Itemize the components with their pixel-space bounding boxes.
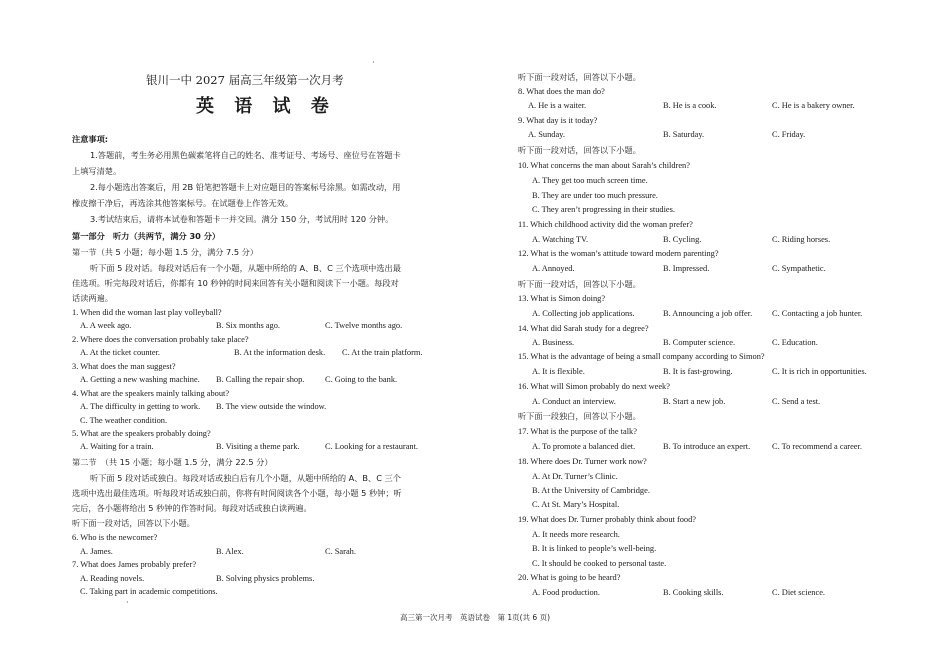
- q16-option-b: B. Start a new job.: [663, 397, 726, 406]
- q2-option-c: C. At the train platform.: [342, 348, 423, 357]
- q18-option-a: A. At Dr. Turner’s Clinic.: [532, 472, 618, 481]
- q17-option-a: A. To promote a balanced diet.: [532, 442, 636, 451]
- q1-option-b: B. Six months ago.: [216, 321, 280, 330]
- dialog-instruction: 听下面一段对话，回答以下小题。: [518, 72, 641, 82]
- q2-option-b: B. At the information desk.: [234, 348, 326, 357]
- dialog-instruction: 听下面一段对话，回答以下小题。: [518, 145, 641, 155]
- section2-directions-a: 听下面 5 段对话或独白。每段对话或独白后有几个小题，从题中所给的 A、B、C 三个: [90, 473, 401, 483]
- q18-option-b: B. At the University of Cambridge.: [532, 486, 650, 495]
- question-20: 20. What is going to be heard?: [518, 573, 621, 582]
- section1-heading: 第一节（共 5 小题；每小题 1.5 分，满分 7.5 分）: [72, 247, 259, 257]
- q19-option-a: A. It needs more research.: [532, 530, 620, 539]
- q9-option-a: A. Sunday.: [528, 130, 565, 139]
- q8-option-c: C. He is a bakery owner.: [772, 101, 855, 110]
- dialog-instruction: 听下面一段对话，回答以下小题。: [518, 279, 641, 289]
- q13-option-a: A. Collecting job applications.: [532, 309, 635, 318]
- q20-option-a: A. Food production.: [532, 588, 600, 597]
- question-9: 9. What day is it today?: [518, 116, 598, 125]
- q16-option-c: C. Send a test.: [772, 397, 821, 406]
- question-5: 5. What are the speakers probably doing?: [72, 429, 211, 438]
- question-11: 11. Which childhood activity did the woman prefer?: [518, 220, 693, 229]
- q20-option-b: B. Cooking skills.: [663, 588, 724, 597]
- q4-option-c: C. The weather condition.: [80, 416, 168, 425]
- question-4: 4. What are the speakers mainly talking about?: [72, 389, 230, 398]
- q3-option-b: B. Calling the repair shop.: [216, 375, 305, 384]
- q8-option-a: A. He is a waiter.: [528, 101, 587, 110]
- q11-option-a: A. Watching TV.: [532, 235, 589, 244]
- part1-heading: 第一部分 听力（共两节，满分 30 分）: [72, 231, 221, 241]
- q15-option-a: A. It is flexible.: [532, 367, 585, 376]
- q4-option-b: B. The view outside the window.: [216, 402, 327, 411]
- note-2b: 橡皮擦干净后，再选涂其他答案标号。在试题卷上作答无效。: [72, 198, 294, 208]
- section2-heading: 第二节 （共 15 小题；每小题 1.5 分，满分 22.5 分）: [72, 457, 273, 467]
- q9-option-c: C. Friday.: [772, 130, 806, 139]
- q6-option-a: A. James.: [80, 547, 113, 556]
- school-exam-line: 银川一中 2027 届高三年级第一次月考: [146, 73, 344, 87]
- section2-directions-b: 选项中选出最佳选项。听每段对话或独白前，你将有时间阅读各个小题，每小题 5 秒钟；听: [72, 488, 402, 498]
- q7-option-c: C. Taking part in academic competitions.: [80, 587, 218, 596]
- q13-option-c: C. Contacting a job hunter.: [772, 309, 863, 318]
- question-7: 7. What does James probably prefer?: [72, 560, 197, 569]
- section1-directions-a: 听下面 5 段对话。每段对话后有一个小题，从题中所给的 A、B、C 三个选项中选出最: [90, 263, 401, 273]
- q8-option-b: B. He is a cook.: [663, 101, 717, 110]
- q10-option-a: A. They get too much screen time.: [532, 176, 648, 185]
- q12-option-c: C. Sympathetic.: [772, 264, 826, 273]
- q15-option-b: B. It is fast-growing.: [663, 367, 733, 376]
- q3-option-a: A. Getting a new washing machine.: [80, 375, 200, 384]
- question-19: 19. What does Dr. Turner probably think about food?: [518, 515, 697, 524]
- monologue-instruction: 听下面一段独白，回答以下小题。: [518, 411, 641, 421]
- q4-option-a: A. The difficulty in getting to work.: [80, 402, 201, 411]
- q1-option-a: A. A week ago.: [80, 321, 132, 330]
- q15-option-c: C. It is rich in opportunities.: [772, 367, 867, 376]
- q13-option-b: B. Announcing a job offer.: [663, 309, 753, 318]
- q20-option-c: C. Diet science.: [772, 588, 826, 597]
- question-12: 12. What is the woman’s attitude toward modern parenting?: [518, 249, 719, 258]
- notes-heading: 注意事项:: [72, 134, 109, 144]
- section1-directions-c: 话读两遍。: [72, 293, 113, 303]
- note-3: 3.考试结束后，请将本试卷和答题卡一并交回。满分 150 分，考试用时 120 分钟。: [90, 214, 394, 224]
- section2-directions-c: 完后，各小题将给出 5 秒钟的作答时间。每段对话或独白读两遍。: [72, 503, 312, 513]
- question-1: 1. When did the woman last play volleyball?: [72, 308, 222, 317]
- q18-option-c: C. At St. Mary’s Hospital.: [532, 500, 620, 509]
- q5-option-a: A. Waiting for a train.: [80, 442, 154, 451]
- question-16: 16. What will Simon probably do next week?: [518, 382, 670, 391]
- note-1b: 上填写清楚。: [72, 166, 122, 176]
- question-3: 3. What does the man suggest?: [72, 362, 176, 371]
- scan-dot: ·: [126, 598, 129, 607]
- q7-option-b: B. Solving physics problems.: [216, 574, 315, 583]
- q1-option-c: C. Twelve months ago.: [325, 321, 403, 330]
- q16-option-a: A. Conduct an interview.: [532, 397, 616, 406]
- question-8: 8. What does the man do?: [518, 87, 605, 96]
- question-2: 2. Where does the conversation probably take place?: [72, 335, 249, 344]
- q10-option-b: B. They are under too much pressure.: [532, 191, 658, 200]
- q14-option-b: B. Computer science.: [663, 338, 736, 347]
- q19-option-c: C. It should be cooked to personal taste.: [532, 559, 667, 568]
- question-6: 6. Who is the newcomer?: [72, 533, 158, 542]
- q10-option-c: C. They aren’t progressing in their studies.: [532, 205, 675, 214]
- q5-option-b: B. Visiting a theme park.: [216, 442, 300, 451]
- q5-option-c: C. Looking for a restaurant.: [325, 442, 419, 451]
- q6-option-c: C. Sarah.: [325, 547, 356, 556]
- question-13: 13. What is Simon doing?: [518, 294, 606, 303]
- q7-option-a: A. Reading novels.: [80, 574, 145, 583]
- question-15: 15. What is the advantage of being a small company according to Simon?: [518, 352, 765, 361]
- q12-option-a: A. Annoyed.: [532, 264, 575, 273]
- q6-option-b: B. Alex.: [216, 547, 244, 556]
- question-17: 17. What is the purpose of the talk?: [518, 427, 637, 436]
- exam-title: 英 语 试 卷: [196, 96, 336, 117]
- question-10: 10. What concerns the man about Sarah’s children?: [518, 161, 690, 170]
- q17-option-b: B. To introduce an expert.: [663, 442, 751, 451]
- q11-option-c: C. Riding horses.: [772, 235, 831, 244]
- q17-option-c: C. To recommend a career.: [772, 442, 862, 451]
- dialog-instruction: 听下面一段对话，回答以下小题。: [72, 518, 195, 528]
- section1-directions-b: 佳选项。听完每段对话后，你都有 10 秒钟的时间来回答有关小题和阅读下一小题。每段对: [72, 278, 399, 288]
- question-14: 14. What did Sarah study for a degree?: [518, 324, 649, 333]
- q2-option-a: A. At the ticket counter.: [80, 348, 161, 357]
- q14-option-c: C. Education.: [772, 338, 818, 347]
- q12-option-b: B. Impressed.: [663, 264, 710, 273]
- q19-option-b: B. It is linked to people’s well-being.: [532, 544, 657, 553]
- question-18: 18. Where does Dr. Turner work now?: [518, 457, 647, 466]
- q14-option-a: A. Business.: [532, 338, 575, 347]
- q3-option-c: C. Going to the bank.: [325, 375, 398, 384]
- note-2a: 2.每小题选出答案后，用 2B 铅笔把答题卡上对应题目的答案标号涂黑。如需改动，用: [90, 182, 401, 192]
- scan-dot: ·: [372, 58, 375, 67]
- note-1a: 1.答题前，考生务必用黑色碳素笔将自己的姓名、准考证号、考场号、座位号在答题卡: [90, 150, 401, 160]
- q9-option-b: B. Saturday.: [663, 130, 705, 139]
- page-footer: 高三第一次月考 英语试卷 第 1页(共 6 页): [399, 613, 551, 622]
- q11-option-b: B. Cycling.: [663, 235, 702, 244]
